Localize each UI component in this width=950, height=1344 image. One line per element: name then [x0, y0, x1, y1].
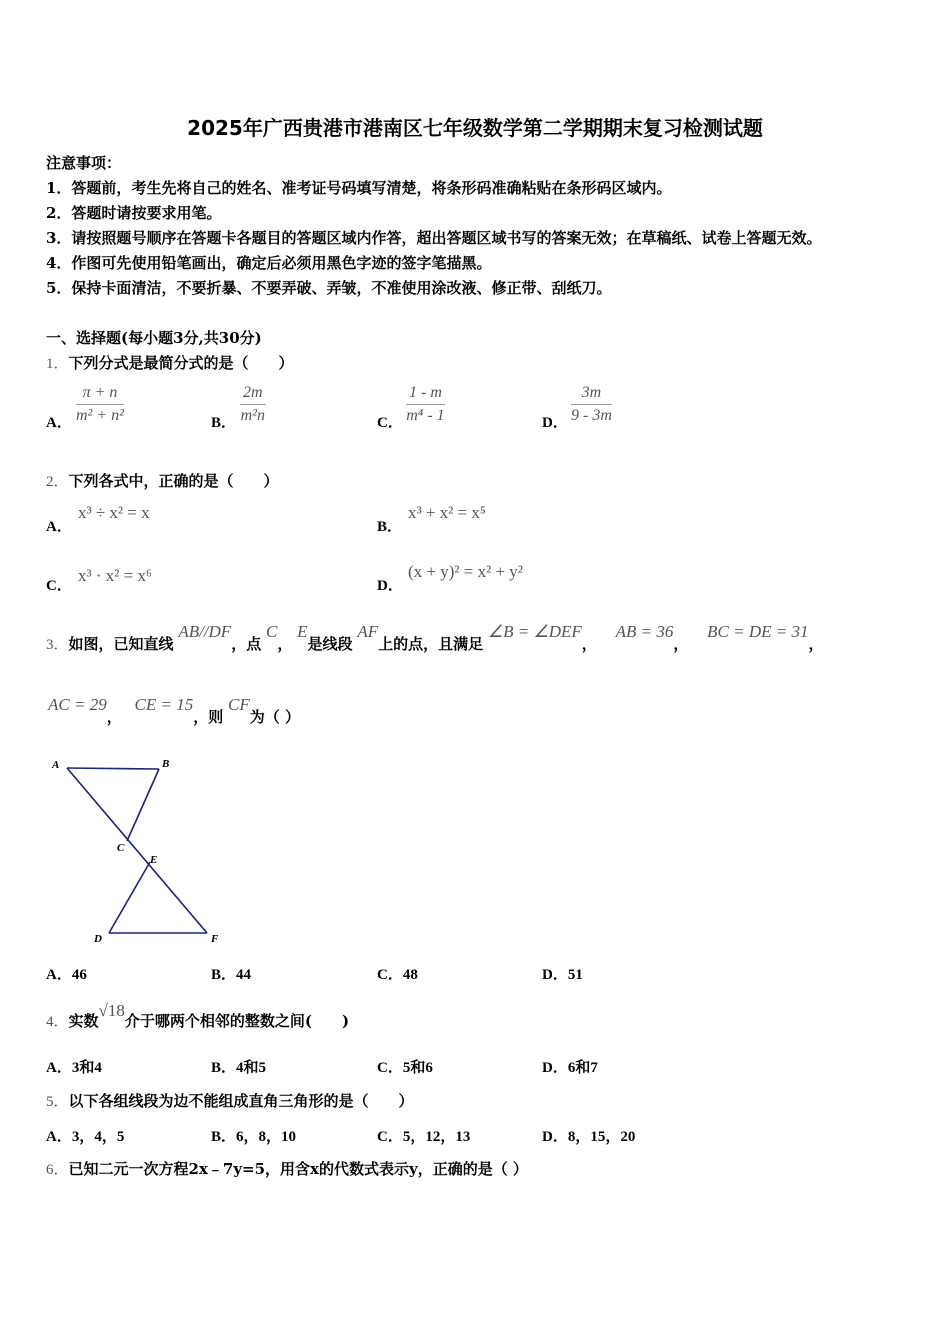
q1-option-d-fraction: $\frac{3m}{9 - 3m}$	[571, 384, 612, 424]
q2-option-d-label: D．	[377, 578, 403, 594]
question-4: 4．实数√18介于哪两个相邻的整数之间( )	[46, 1001, 350, 1030]
question-6: 6．已知二元一次方程2x﹣7y=5，用含x的代数式表示y，正确的是（ ）	[46, 1160, 528, 1178]
question-5: 5．以下各组线段为边不能组成直角三角形的是（ ）	[46, 1092, 414, 1110]
q3-option-c: C．48	[377, 967, 418, 983]
q2-option-d-expr: (x + y)² = x² + y²	[408, 562, 523, 581]
note-item: 5．保持卡面清洁，不要折暴、不要弄破、弄皱，不准使用涂改液、修正带、刮纸刀。	[46, 279, 612, 297]
q3-option-a: A．46	[46, 967, 87, 983]
q2-option-a-label: A．	[46, 519, 72, 535]
q4-option-a: A．3和4	[46, 1060, 102, 1076]
q2-option-c-label: C．	[46, 578, 72, 594]
label-a: A	[52, 759, 60, 771]
q1-option-a-label: A．	[46, 415, 72, 431]
segment-ed	[109, 862, 150, 933]
q5-option-b: B．6，8，10	[211, 1129, 297, 1145]
note-item: 2．答题时请按要求用笔。	[46, 204, 222, 222]
question-3-line-2: AC = 29， CE = 15，则 CF为（ ）	[48, 695, 300, 726]
section-heading: 一、选择题(每小题3分,共30分)	[46, 329, 262, 347]
q1-option-a-fraction: $\frac{\pi + n}{\text{m² + n²}}$	[76, 384, 124, 424]
question-3-line-1: 3．如图，已知直线 AB//DF，点 C， E是线段 AF上的点，且满足 ∠B = ∠DEF， AB = 36， BC = DE = 31，	[46, 622, 824, 653]
label-c: C	[117, 842, 125, 854]
label-b: B	[162, 758, 170, 770]
question-1: 1．下列分式是最简分式的是（ ）	[46, 354, 294, 372]
q1-option-d-label: D．	[542, 415, 568, 431]
note-item: 1．答题前，考生先将自己的姓名、准考证号码填写清楚，将条形码准确粘贴在条形码区域内。	[46, 179, 672, 197]
q1-option-b-label: B．	[211, 415, 237, 431]
q2-option-b-expr: x³ + x² = x⁵	[408, 503, 486, 522]
q4-option-c: C．5和6	[377, 1060, 433, 1076]
note-item: 3．请按照题号顺序在答题卡各题目的答题区域内作答，超出答题区域书写的答案无效；在草稿纸、试卷上答题无效。	[46, 229, 822, 247]
segment-bc	[127, 769, 159, 841]
q4-option-b: B．4和5	[211, 1060, 267, 1076]
segment-af	[67, 768, 207, 933]
q1-option-b-fraction: $\frac{2m}{\text{m²n}}$	[240, 384, 265, 424]
q5-option-c: C．5，12，13	[377, 1129, 471, 1145]
segment-ab	[67, 768, 159, 769]
note-item: 4．作图可先使用铅笔画出，确定后必须用黑色字迹的签字笔描黑。	[46, 254, 492, 272]
geometry-figure	[40, 750, 240, 950]
q4-option-d: D．6和7	[542, 1060, 598, 1076]
q2-option-c-expr: x³ · x² = x⁶	[78, 566, 152, 585]
label-d: D	[94, 933, 102, 945]
page-title: 2025年广西贵港市港南区七年级数学第二学期期末复习检测试题	[187, 116, 763, 140]
q5-option-a: A．3，4，5	[46, 1129, 125, 1145]
notes-heading: 注意事项：	[46, 154, 122, 172]
q3-option-b: B．44	[211, 967, 252, 983]
q1-option-c-label: C．	[377, 415, 403, 431]
question-2: 2．下列各式中，正确的是（ ）	[46, 472, 279, 490]
label-e: E	[150, 854, 158, 866]
q2-option-a-expr: x³ ÷ x² = x	[78, 503, 150, 522]
q5-option-d: D．8，15，20	[542, 1129, 636, 1145]
label-f: F	[211, 933, 219, 945]
q2-option-b-label: B．	[377, 519, 403, 535]
q1-option-c-fraction: $\frac{1 - m}{\text{m⁴ - 1}}$	[406, 384, 445, 424]
q3-option-d: D．51	[542, 967, 583, 983]
